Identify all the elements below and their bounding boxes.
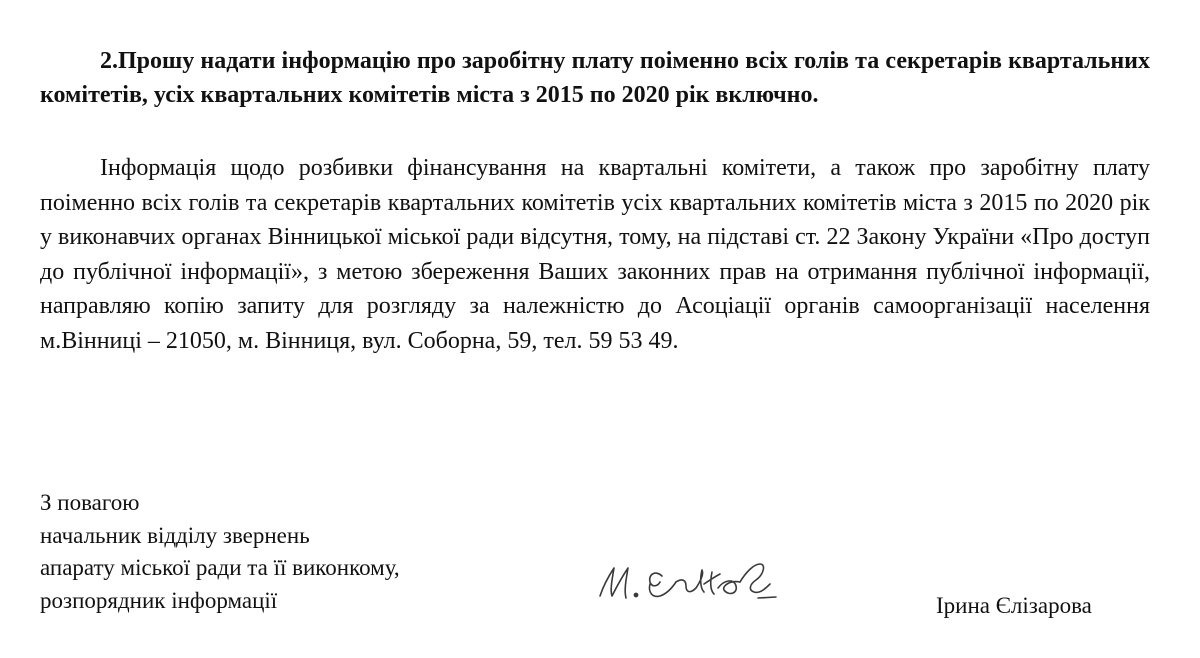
closing-block [40, 487, 560, 617]
request-paragraph: 2.Прошу надати інформацію про заробітну плату поіменно всіх голів та секретарів квартальних комітетів, усіх квартальних комітетів міста з 2015 по 2020 рік включно. [40, 48, 1150, 108]
response-paragraph: Інформація щодо розбивки фінансування на квартальні комітети, а також про заробітну плату поіменно всіх голів та секретарів квартальних комітетів усіх квартальних комітетів міста з 2015 по 2020 рік у виконавчих органах Вінницької міської ради відсутня, тому, на підставі ст. 22 Закону України «Про доступ до публічної інформації», з метою збереження Ваших законних прав на отримання публічної інформації, направляю копію запиту для розгляду за належністю до Асоціації органів самоорганізації населення м.Вінниці – 21050, м. Вінниця, вул. Соборна, 59, тел. 59 53 49. [40, 155, 1150, 354]
closing-position-line-2: апарату міської ради та її виконкому, [40, 555, 400, 580]
handwritten-signature [590, 552, 830, 624]
closing-regards: З повагою [40, 490, 140, 515]
closing-position-line-1: начальник відділу звернень [40, 522, 310, 548]
signer-name: Ірина Єлізарова [936, 593, 1092, 618]
closing-position-line-3: розпорядник інформації [40, 587, 278, 613]
